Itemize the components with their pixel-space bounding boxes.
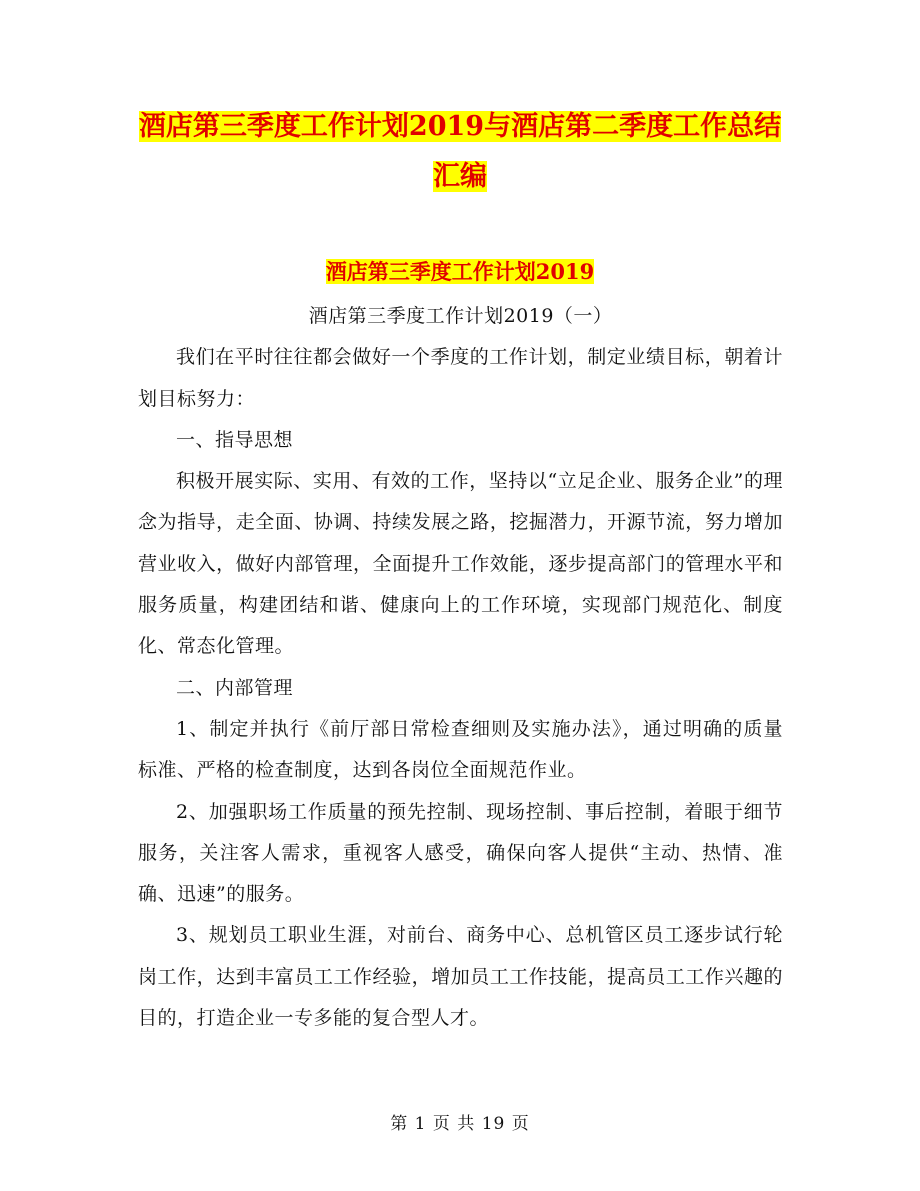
heading-guiding-ideology: 一、指导思想 bbox=[176, 428, 294, 451]
document-title-line-2: 汇编 bbox=[433, 161, 487, 192]
plan-subtitle: 酒店第三季度工作计划2019（一） bbox=[308, 305, 613, 327]
paragraph-item-1: 1、制定并执行《前厅部日常检查细则及实施办法》，通过明确的质量标准、严格的检查制度，达到各岗位全面规范作业。 bbox=[138, 717, 783, 782]
paragraph-item-3: 3、规划员工职业生涯，对前台、商务中心、总机管区员工逐步试行轮岗工作，达到丰富员工工作经验，增加员工工作技能，提高员工工作兴趣的目的，打造企业一专多能的复合型人才。 bbox=[138, 924, 783, 1030]
heading-internal-management: 二、内部管理 bbox=[176, 676, 294, 699]
section-title bbox=[120, 254, 800, 290]
document-title bbox=[120, 102, 800, 202]
section-title-text: 酒店第三季度工作计划2019 bbox=[325, 259, 595, 284]
document-body bbox=[138, 296, 783, 1039]
intro-paragraph: 我们在平时往往都会做好一个季度的工作计划，制定业绩目标，朝着计划目标努力： bbox=[138, 346, 783, 410]
document-title-line-1: 酒店第三季度工作计划2019与酒店第二季度工作总结 bbox=[138, 111, 782, 142]
paragraph-item-2: 2、加强职场工作质量的预先控制、现场控制、事后控制，着眼于细节服务，关注客人需求，重视客人感受，确保向客人提供“主动、热情、准确、迅速”的服务。 bbox=[138, 800, 783, 906]
page-number-footer: 第 1 页 共 19 页 bbox=[390, 1114, 530, 1134]
paragraph-guiding-ideology: 积极开展实际、实用、有效的工作，坚持以“立足企业、服务企业”的理念为指导，走全面、协调、持续发展之路，挖掘潜力，开源节流，努力增加营业收入，做好内部管理，全面提升工作效能，逐步提高部门的管理水平和服务质量，构建团结和谐、健康向上的工作环境，实现部门规范化、制度化、常态化管理。 bbox=[138, 470, 783, 658]
